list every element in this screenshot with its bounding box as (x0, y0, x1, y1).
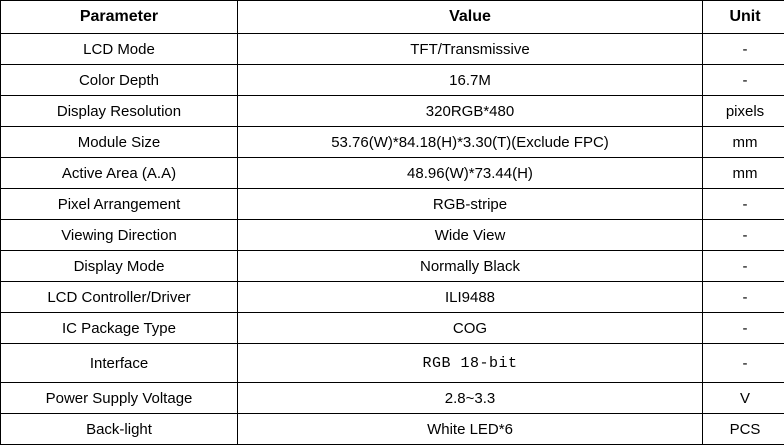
table-row (1, 96, 784, 127)
table-row (1, 414, 784, 445)
cell-value: 48.96(W)*73.44(H) (238, 158, 703, 189)
table-row (1, 344, 784, 383)
table-row (1, 158, 784, 189)
table-row (1, 189, 784, 220)
cell-parameter: Module Size (1, 127, 238, 158)
cell-value: RGB-stripe (238, 189, 703, 220)
cell-unit: - (703, 34, 784, 65)
table-row (1, 251, 784, 282)
cell-parameter: Viewing Direction (1, 220, 238, 251)
column-header-value: Value (238, 1, 703, 34)
table-header (1, 1, 784, 34)
table-row (1, 127, 784, 158)
cell-unit: - (703, 282, 784, 313)
table-row (1, 65, 784, 96)
table-body (1, 34, 784, 445)
table-row (1, 313, 784, 344)
cell-unit: mm (703, 158, 784, 189)
cell-value: TFT/Transmissive (238, 34, 703, 65)
cell-unit: mm (703, 127, 784, 158)
cell-value: COG (238, 313, 703, 344)
cell-unit: PCS (703, 414, 784, 445)
cell-unit: V (703, 383, 784, 414)
table-header-row (1, 1, 784, 34)
table-row (1, 220, 784, 251)
cell-unit: - (703, 65, 784, 96)
cell-value: Normally Black (238, 251, 703, 282)
cell-value: 16.7M (238, 65, 703, 96)
table-row (1, 34, 784, 65)
column-header-parameter: Parameter (1, 1, 238, 34)
cell-unit: - (703, 313, 784, 344)
cell-parameter: LCD Mode (1, 34, 238, 65)
cell-parameter: Display Resolution (1, 96, 238, 127)
cell-unit: pixels (703, 96, 784, 127)
table-row (1, 282, 784, 313)
cell-parameter: LCD Controller/Driver (1, 282, 238, 313)
cell-parameter: Active Area (A.A) (1, 158, 238, 189)
cell-value: RGB 18-bit (238, 344, 703, 383)
column-header-unit: Unit (703, 1, 784, 34)
cell-unit: - (703, 189, 784, 220)
cell-value: 320RGB*480 (238, 96, 703, 127)
cell-value: 2.8~3.3 (238, 383, 703, 414)
cell-value: ILI9488 (238, 282, 703, 313)
cell-parameter: Color Depth (1, 65, 238, 96)
cell-parameter: Pixel Arrangement (1, 189, 238, 220)
cell-unit: - (703, 251, 784, 282)
table-row (1, 383, 784, 414)
cell-parameter: Display Mode (1, 251, 238, 282)
cell-parameter: Power Supply Voltage (1, 383, 238, 414)
cell-parameter: Back-light (1, 414, 238, 445)
cell-parameter: IC Package Type (1, 313, 238, 344)
cell-value: 53.76(W)*84.18(H)*3.30(T)(Exclude FPC) (238, 127, 703, 158)
cell-parameter: Interface (1, 344, 238, 383)
cell-value: White LED*6 (238, 414, 703, 445)
cell-value: Wide View (238, 220, 703, 251)
cell-unit: - (703, 220, 784, 251)
cell-unit: - (703, 344, 784, 383)
